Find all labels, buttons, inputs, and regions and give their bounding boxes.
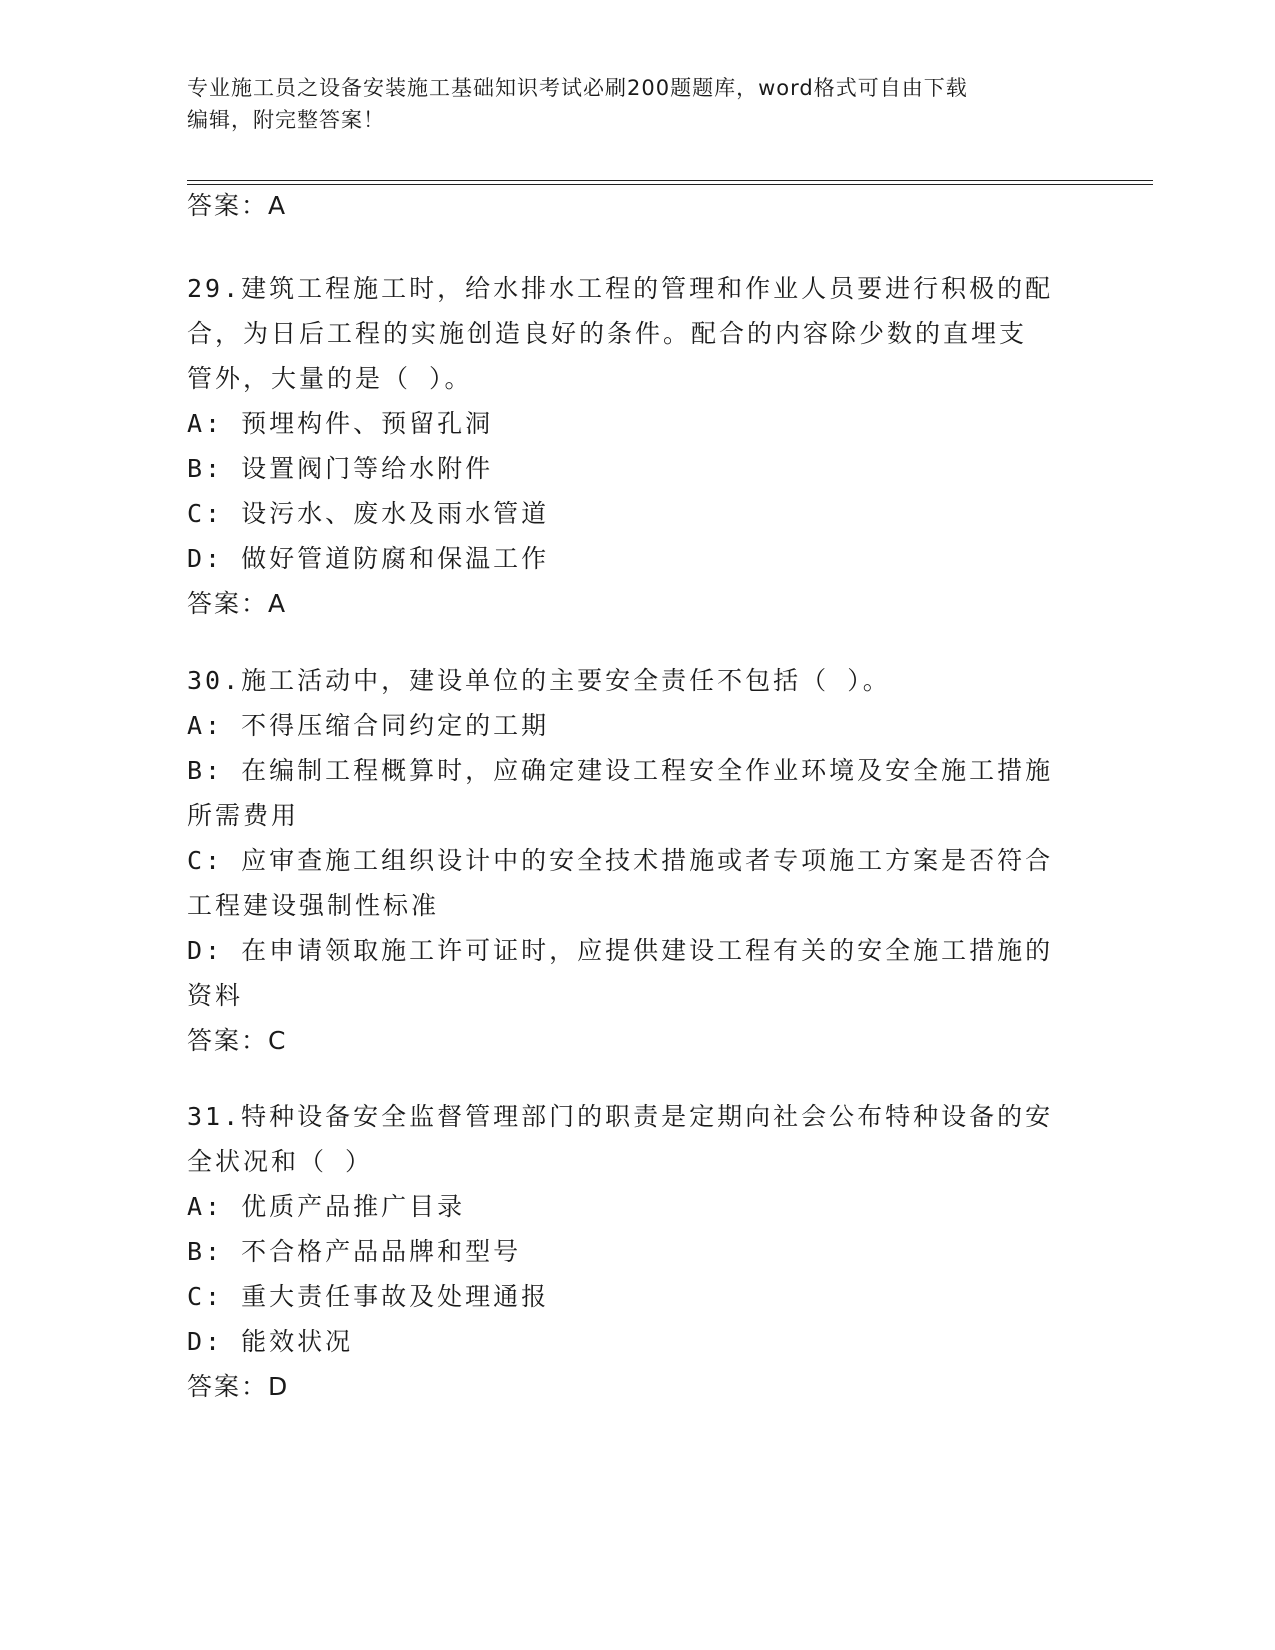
- answer-label: 答案：A: [187, 589, 288, 618]
- option-c: C: 重大责任事故及处理通报: [187, 1282, 550, 1311]
- answer-label: 答案：D: [187, 1372, 290, 1401]
- question-stem: 30.施工活动中，建设单位的主要安全责任不包括（ ）。: [187, 666, 891, 695]
- option-b-continued: 所需费用: [187, 801, 300, 830]
- option-d: D: 能效状况: [187, 1327, 354, 1356]
- option-b: B: 设置阀门等给水附件: [187, 454, 494, 483]
- question-stem: 全状况和（ ）: [187, 1147, 374, 1176]
- header-divider-top: [187, 180, 1153, 181]
- answer-label: 答案：C: [187, 1026, 288, 1055]
- question-stem: 31.特种设备安全监督管理部门的职责是定期向社会公布特种设备的安: [187, 1102, 1054, 1131]
- header-title-line-1: 专业施工员之设备安装施工基础知识考试必刷200题题库，word格式可自由下载: [187, 76, 968, 100]
- option-a: A: 预埋构件、预留孔洞: [187, 409, 494, 438]
- option-a: A: 优质产品推广目录: [187, 1192, 466, 1221]
- option-c: C: 设污水、废水及雨水管道: [187, 499, 550, 528]
- question-stem: 合，为日后工程的实施创造良好的条件。配合的内容除少数的直埋支: [187, 319, 1028, 348]
- header-title-line-2: 编辑，附完整答案！: [187, 108, 385, 132]
- question-stem: 管外，大量的是（ ）。: [187, 364, 473, 393]
- option-b: B: 不合格产品品牌和型号: [187, 1237, 522, 1266]
- document-header: [187, 72, 1067, 136]
- option-d: D: 做好管道防腐和保温工作: [187, 544, 550, 573]
- option-d: D: 在申请领取施工许可证时，应提供建设工程有关的安全施工措施的: [187, 936, 1054, 965]
- option-a: A: 不得压缩合同约定的工期: [187, 711, 550, 740]
- question-30: [187, 658, 1087, 1063]
- option-c: C: 应审查施工组织设计中的安全技术措施或者专项施工方案是否符合: [187, 846, 1054, 875]
- question-31: [187, 1094, 1087, 1409]
- previous-answer-block: [187, 183, 1087, 228]
- question-stem: 29.建筑工程施工时，给水排水工程的管理和作业人员要进行积极的配: [187, 274, 1054, 303]
- option-c-continued: 工程建设强制性标准: [187, 891, 440, 920]
- answer-label: 答案：A: [187, 191, 288, 220]
- question-29: [187, 266, 1087, 626]
- option-b: B: 在编制工程概算时，应确定建设工程安全作业环境及安全施工措施: [187, 756, 1054, 785]
- option-d-continued: 资料: [187, 981, 244, 1010]
